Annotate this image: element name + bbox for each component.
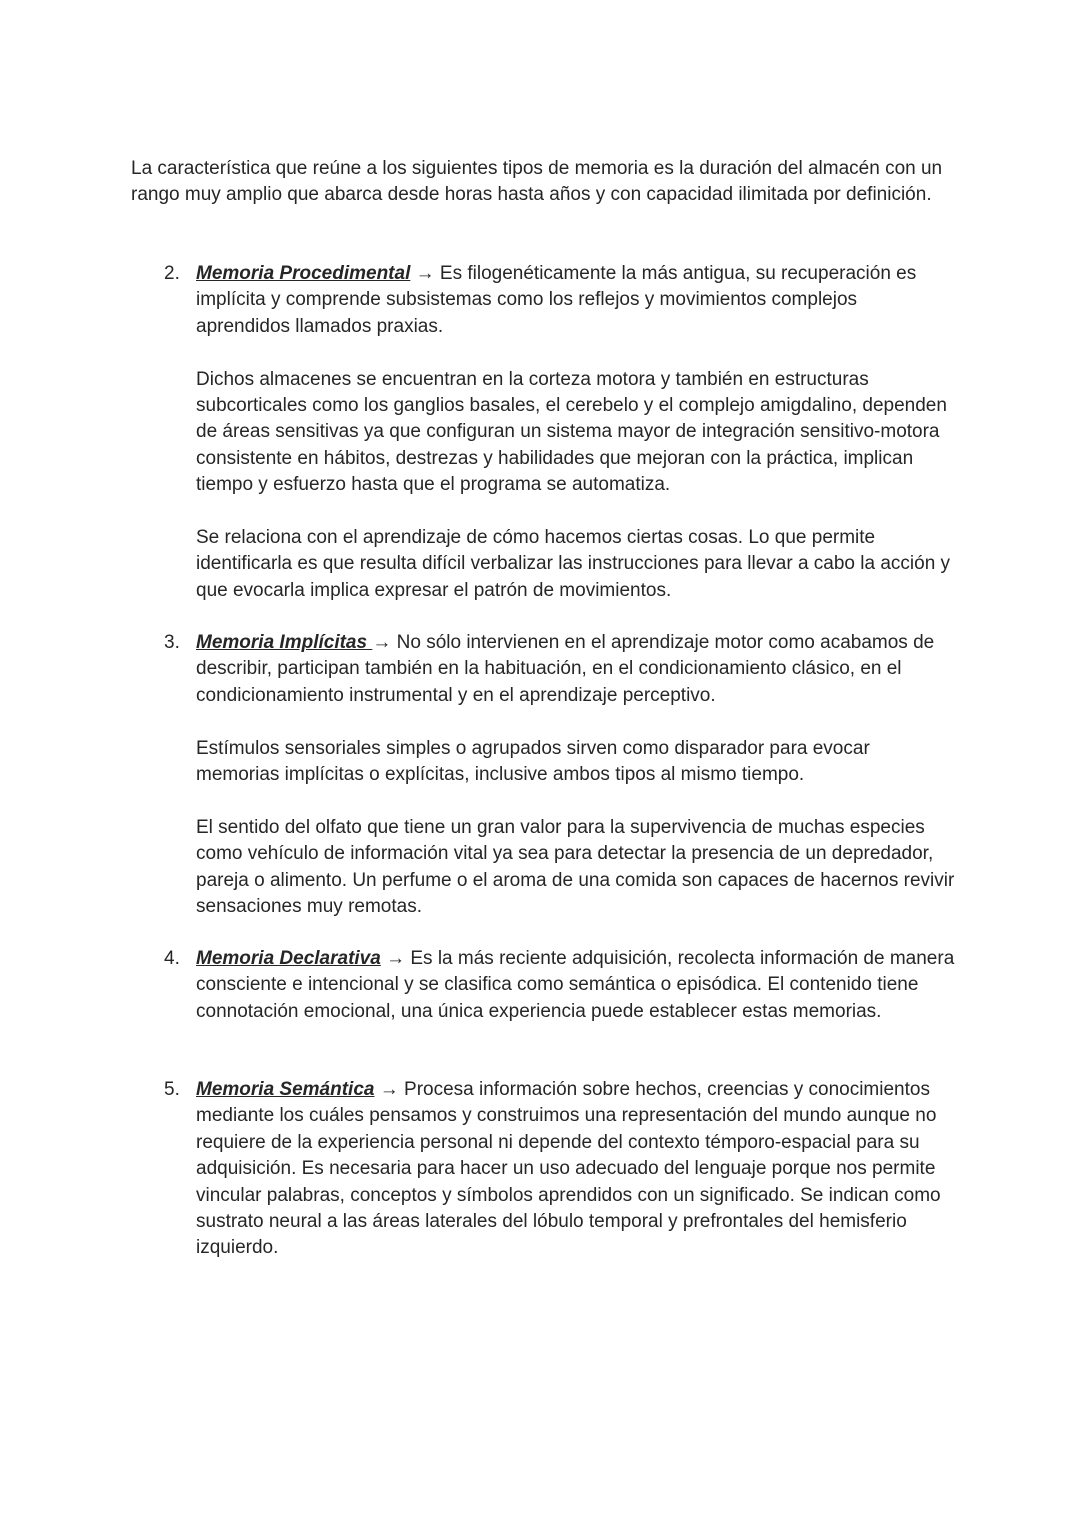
list-item-memoria-implicitas (131, 630, 961, 920)
term-heading: Memoria Semántica (196, 1079, 375, 1100)
body-paragraph: Dichos almacenes se encuentran en la corteza motora y también en estructuras subcorticales como los ganglios basales, el cerebelo y el complejo amigdalino, dependen de áreas sensitivas ya que configuran un sistema mayor de integración sensitivo-motora consistente en hábitos, destrezas y habilidades que mejoran con la práctica, implican tiempo y esfuerzo hasta que el programa se automatiza. (196, 368, 947, 496)
body-paragraph: Estímulos sensoriales simples o agrupados sirven como disparador para evocar memorias implícitas o explícitas, inclusive ambos tipos al mismo tiempo. (196, 737, 870, 786)
list-item-body (196, 630, 956, 920)
list-item-memoria-procedimental (131, 261, 961, 604)
list-item-memoria-declarativa (131, 946, 961, 1025)
list-number: 2. (164, 263, 180, 284)
item-lead-paragraph (196, 630, 956, 709)
term-heading: Memoria Implícitas (196, 632, 373, 653)
item-lead-paragraph (196, 946, 956, 1025)
term-heading: Memoria Declarativa (196, 948, 381, 969)
item-lead-text: → Procesa información sobre hechos, creencias y conocimientos mediante los cuáles pensamos y construimos una representación del mundo aunque no requiere de la experiencia personal ni depende del contexto témporo-espacial para su adquisición. Es necesaria para hacer un uso adecuado del lenguaje porque nos permite vincular palabras, conceptos y símbolos aprendidos con un significado. Se indican como sustrato neural a las áreas laterales del lóbulo temporal y prefrontales del hemisferio izquierdo. (196, 1079, 941, 1259)
list-item-memoria-semantica (131, 1077, 961, 1262)
body-paragraph: El sentido del olfato que tiene un gran valor para la supervivencia de muchas especies como vehículo de información vital ya sea para detectar la presencia de un depredador, pareja o alimento. Un perfume o el aroma de una comida son capaces de hacernos revivir sensaciones muy remotas. (196, 816, 955, 918)
term-heading: Memoria Procedimental (196, 263, 411, 284)
item-lead-paragraph (196, 261, 956, 340)
list-item-body (196, 946, 956, 1025)
intro-paragraph: La característica que reúne a los siguientes tipos de memoria es la duración del almacén con un rango muy amplio que abarca desde horas hasta años y con capacidad ilimitada por definición. (131, 158, 943, 206)
list-item-body (196, 261, 956, 604)
list-number: 5. (164, 1079, 180, 1100)
item-lead-paragraph (196, 1077, 956, 1262)
item-lead-text: → Es la más reciente adquisición, recolecta información de manera consciente e intencional y se clasifica como semántica o episódica. El contenido tiene connotación emocional, una única experiencia puede establecer estas memorias. (196, 948, 955, 1022)
list-number: 4. (164, 948, 180, 969)
list-item-body (196, 1077, 956, 1262)
item-lead-text: → No sólo intervienen en el aprendizaje motor como acabamos de describir, participan también en la habituación, en el condicionamiento clásico, en el condicionamiento instrumental y en el aprendizaje perceptivo. (196, 632, 935, 706)
item-lead-text: → Es filogenéticamente la más antigua, su recuperación es implícita y comprende subsistemas como los reflejos y movimientos complejos aprendidos llamados praxias. (196, 263, 917, 337)
body-paragraph: Se relaciona con el aprendizaje de cómo hacemos ciertas cosas. Lo que permite identificarla es que resulta difícil verbalizar las instrucciones para llevar a cabo la acción y que evocarla implica expresar el patrón de movimientos. (196, 527, 951, 601)
list-number: 3. (164, 632, 180, 653)
